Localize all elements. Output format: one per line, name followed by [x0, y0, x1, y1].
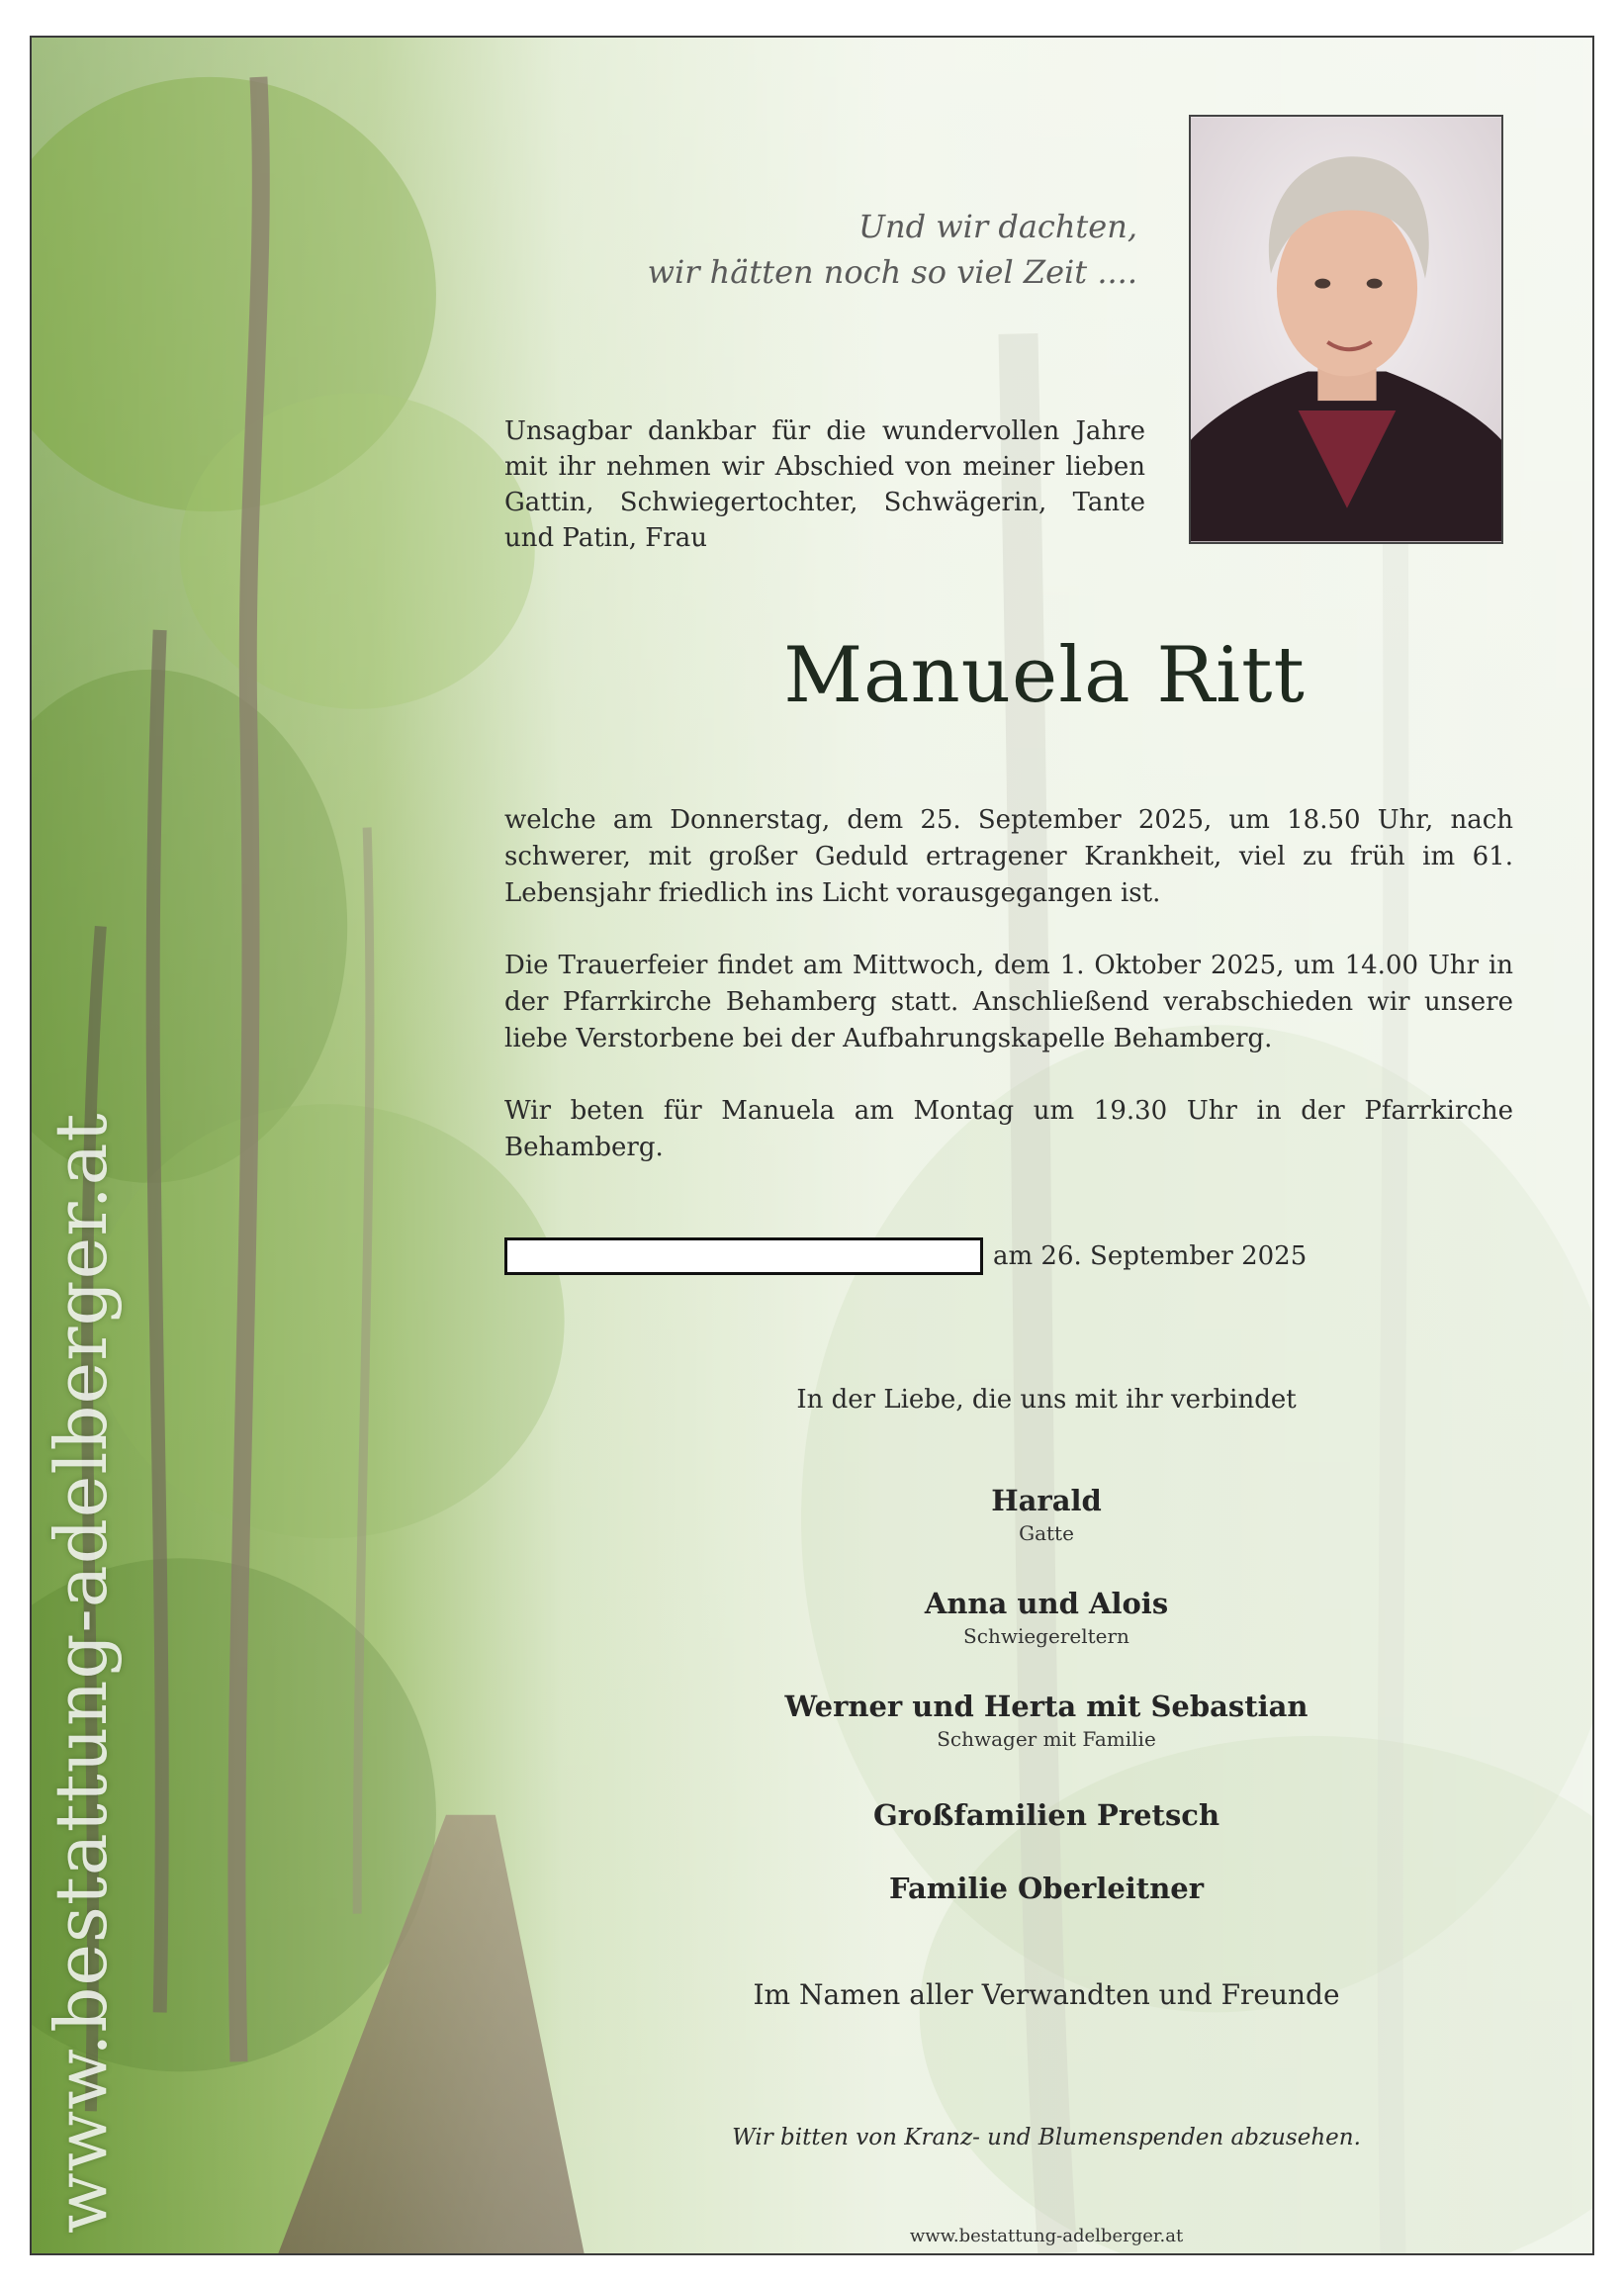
- mourner-relation: Schwager mit Familie: [937, 1727, 1156, 1751]
- mourner-name: Werner und Herta mit Sebastian: [784, 1690, 1308, 1723]
- closing-line: Im Namen aller Verwandten und Freunde: [753, 1978, 1340, 2011]
- quote-line-1: Und wir dachten,: [858, 208, 1137, 245]
- love-line: In der Liebe, die uns mit ihr verbindet: [796, 1385, 1297, 1415]
- side-website-url: www.bestattung-adelberger.at: [40, 1112, 123, 2234]
- mourner-relation: Gatte: [1019, 1521, 1074, 1545]
- death-announcement: welche am Donnerstag, dem 25. September 2025, um 18.50 Uhr, nach schwerer, mit großer Geduld ertragener Krankheit, viel zu früh im 61. Lebensjahr friedlich ins Licht vorausgegangen ist.: [504, 805, 1513, 908]
- mourner-name: Familie Oberleitner: [888, 1872, 1205, 1905]
- mourner-name: Harald: [991, 1484, 1102, 1517]
- place-date-line: [504, 1234, 1307, 1278]
- deceased-name: Manuela Ritt: [783, 631, 1306, 720]
- mourner-entry: [496, 1798, 1594, 1832]
- mourner-entry: [496, 1872, 1594, 1905]
- obituary-page: [30, 36, 1594, 2255]
- mourner-name: Großfamilien Pretsch: [872, 1798, 1220, 1832]
- quote: [648, 204, 1137, 295]
- mourner-relation: Schwiegereltern: [963, 1624, 1129, 1648]
- place-date: am 26. September 2025: [993, 1241, 1308, 1271]
- redacted-place: [504, 1237, 983, 1275]
- prayer-details: Wir beten für Manuela am Montag um 19.30 Uhr in der Pfarrkirche Behamberg.: [504, 1096, 1513, 1162]
- quote-line-2: wir hätten noch so viel Zeit ....: [647, 253, 1137, 291]
- mourner-entry: [496, 1587, 1594, 1648]
- mourner-name: Anna und Alois: [924, 1587, 1169, 1620]
- mourner-entry: [496, 1690, 1594, 1751]
- funeral-details: Die Trauerfeier findet am Mittwoch, dem 1. Oktober 2025, um 14.00 Uhr in der Pfarrkirche Behamberg statt. Anschließend verabschieden wir unsere liebe Verstorbene bei der Aufbahrungskapelle Behamberg.: [504, 951, 1513, 1053]
- portrait-photo: [1189, 115, 1503, 544]
- footer-url: www.bestattung-adelberger.at: [909, 2226, 1184, 2246]
- intro-text: Unsagbar dankbar für die wundervollen Jahre mit ihr nehmen wir Abschied von meiner lieben Gattin, Schwiegertochter, Schwägerin, Tante und Patin, Frau: [504, 416, 1145, 553]
- flowers-note: Wir bitten von Kranz- und Blumenspenden abzusehen.: [732, 2125, 1361, 2150]
- mourner-entry: [496, 1484, 1594, 1545]
